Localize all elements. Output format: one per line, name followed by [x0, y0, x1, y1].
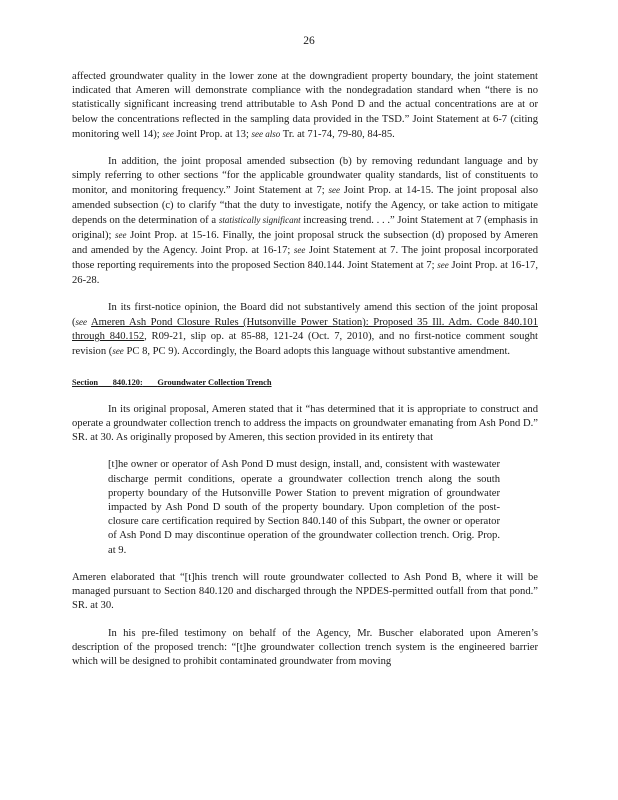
paragraph-ameren-elaborated: Ameren elaborated that “[t]his trench will route groundwater collected to Ash Pond B, where it will be managed pursuant to Section 840.120 and discharged through the NPDES-permitted outfall from that pond.” SR. at 30. — [72, 571, 538, 612]
paragraph-original-proposal: In its original proposal, Ameren stated that it “has determined that it is appropriate to construct and operate a groundwater collection trench to address the impacts on groundwater emanating from Ash Pond D.” SR. at 30. As originally proposed by Ameren, this section provided in its entirety that — [72, 403, 538, 444]
paragraph-first-notice: In its first-notice opinion, the Board did not substantively amend this section of the joint proposal (see Ameren Ash Pond Closure Rules (Hutsonville Power Station): Proposed 35 Ill. Adm. Code 840.101 through 840.152, R09-21, slip op. at 85-88, 121-24 (Oct. 7, 2010), and no first-notice comment sought revision (see PC 8, PC 9). Accordingly, the Board adopts this language without substantive amendment. — [72, 301, 538, 358]
case-citation: Ameren Ash Pond Closure Rules (Hutsonville Power Station): Proposed 35 Ill. Adm. Code 840.101 through 840.152 — [72, 317, 538, 343]
paragraph-buscher-testimony: In his pre-filed testimony on behalf of the Agency, Mr. Buscher elaborated upon Ameren’s description of the proposed trench: “[t]he groundwater collection trench system is the engineered barrier which will be designed to prohibit contaminated groundwater from moving — [72, 627, 538, 667]
page-number: 26 — [303, 35, 315, 47]
block-quote: [t]he owner or operator of Ash Pond D must design, install, and, consistent with wastewater discharge permit conditions, operate a groundwater collection trench along the south property boundary of the Hutsonville Power Station to prevent migration of groundwater impacted by Ash Pond D south of the property boundary. Upon completion of the post-closure care certification required by Section 840.140 of this Subpart, the owner or operator of Ash Pond D may discontinue operation of the groundwater collection trench. Orig. Prop. at 9. — [108, 459, 500, 556]
section-heading: Section 840.120: Groundwater Collection Trench — [72, 377, 272, 387]
document-body — [72, 70, 538, 669]
paragraph-joint-proposal: In addition, the joint proposal amended subsection (b) by removing redundant language and by simply referring to other sections “for the applicable groundwater quality standards, list of constituents to monitor, and monitoring frequency.” Joint Statement at 7; see Joint Prop. at 14-15. The joint proposal also amended subsection (c) to clarify “that the duty to investigate, notify the Agency, or take action to mitigate depends on the determination of a statistically significant increasing trend. . . .” Joint Statement at 7 (emphasis in original); see Joint Prop. at 15-16. Finally, the joint proposal struck the subsection (d) proposed by Ameren and amended by the Agency. Joint Prop. at 16-17; see Joint Statement at 7. The joint proposal incorporated those reporting requirements into the proposed Section 840.144. Joint Statement at 7; see Joint Prop. at 16-17, 26-28. — [72, 156, 539, 286]
paragraph-continued: affected groundwater quality in the lower zone at the downgradient property boundary, the joint statement indicated that Ameren will demonstrate compliance with the nondegradation standard when “there is no statistically significant increasing trend attributable to Ash Pond D and the actual concentrations are at or below the concentrations reflected in the sampling data provided in the TSD.” Joint Statement at 6-7 (citing monitoring well 14); see Joint Prop. at 13; see also Tr. at 71-74, 79-80, 84-85. — [72, 71, 538, 140]
